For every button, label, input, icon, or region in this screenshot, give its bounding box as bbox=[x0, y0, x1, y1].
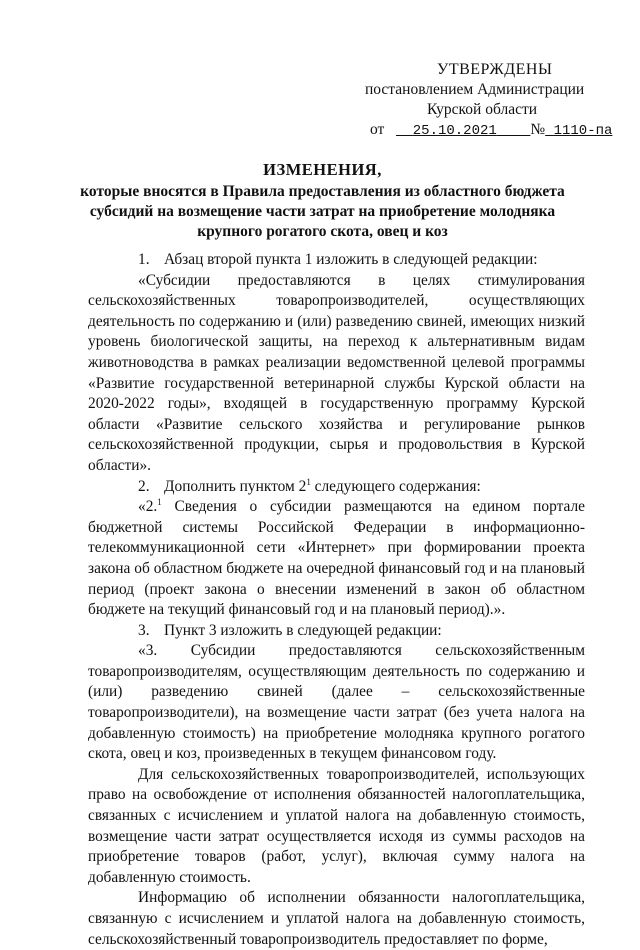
approval-number: 1110-па bbox=[553, 123, 613, 139]
approval-date-line bbox=[355, 120, 613, 141]
paragraph-2: «2.$^1$ Сведения о субсидии размещаются на едином портале бюджетной системы Российской Федерации в информационно-телекоммуникационной сети «Интернет» при формировании проекта закона об областном бюджете на очередной финансовый год и на плановый период (проект закона о внесении изменений в закон об областном бюджете на текущий финансовый год и на плановый период).». bbox=[88, 497, 585, 619]
paragraph-1: «Субсидии предоставляются в целях стимулирования сельскохозяйственных товаропроизводителей, осуществляющих деятельность по содержанию и (или) разведению свиней, имеющих низкий уровень биологической защиты, на переход к альтернативным видам животноводства в рамках реализации ведомственной целевой программы «Развитие государственной ветеринарной службы Курской области на 2020-2022 годы», входящей в государственную программу Курской области «Развитие сельского хозяйства и регулирование рынков сельскохозяйственной продукции, сырья и продовольствия в Курской области». bbox=[88, 271, 585, 474]
list-item-2: 2. Дополнить пунктом $2^1$ следующего содержания: bbox=[138, 476, 481, 495]
paragraph-3: «3. Субсидии предоставляются сельскохозяйственным товаропроизводителям, осуществляющим деятельность по содержанию и (или) разведению свиней (далее – сельскохозяйственные товаропроизводители), на возмещение части затрат (без учета налога на добавленную стоимость) на приобретение молодняка крупного рогатого скота, овец и коз, произведенных в текущем финансовом году. bbox=[88, 642, 585, 763]
approval-date: 25.10.2021 bbox=[412, 123, 497, 139]
paragraph-5: Информацию об исполнении обязанности налогоплательщика, связанную с исчислением и уплатой налога на добавленную стоимость, сельскохозяйственный товаропроизводитель предоставляет по форме, bbox=[88, 889, 585, 948]
heading-line-1: которые вносятся в Правила предоставления из областного бюджета bbox=[80, 183, 565, 200]
paragraph-4: Для сельскохозяйственных товаропроизводителей, использующих право на освобождение от исполнения обязанностей налогоплательщика, связанных с исчислением и уплатой налога на добавленную стоимость, возмещение части затрат осуществляется исходя из суммы расходов на приобретение товаров (работ, услуг), включая сумму налога на добавленную стоимость. bbox=[88, 765, 585, 886]
approval-line-1: постановлением Администрации bbox=[365, 81, 585, 98]
document-body bbox=[88, 250, 585, 950]
document-heading bbox=[60, 160, 585, 242]
approval-title: УТВЕРЖДЕНЫ bbox=[437, 61, 553, 78]
list-item-3: 3. Пункт 3 изложить в следующей редакции: bbox=[138, 621, 442, 639]
approval-line-2: Курской области bbox=[427, 101, 538, 118]
approval-block bbox=[355, 60, 613, 141]
heading-line-2: субсидий на возмещение части затрат на приобретение молодняка bbox=[89, 203, 556, 220]
list-item-1: 1. Абзац второй пункта 1 изложить в следующей редакции: bbox=[138, 251, 538, 268]
date-prefix: от bbox=[370, 121, 385, 138]
heading-line-3: крупного рогатого скота, овец и коз bbox=[197, 223, 448, 240]
number-prefix: № bbox=[530, 121, 546, 138]
heading-title: ИЗМЕНЕНИЯ, bbox=[263, 160, 382, 179]
